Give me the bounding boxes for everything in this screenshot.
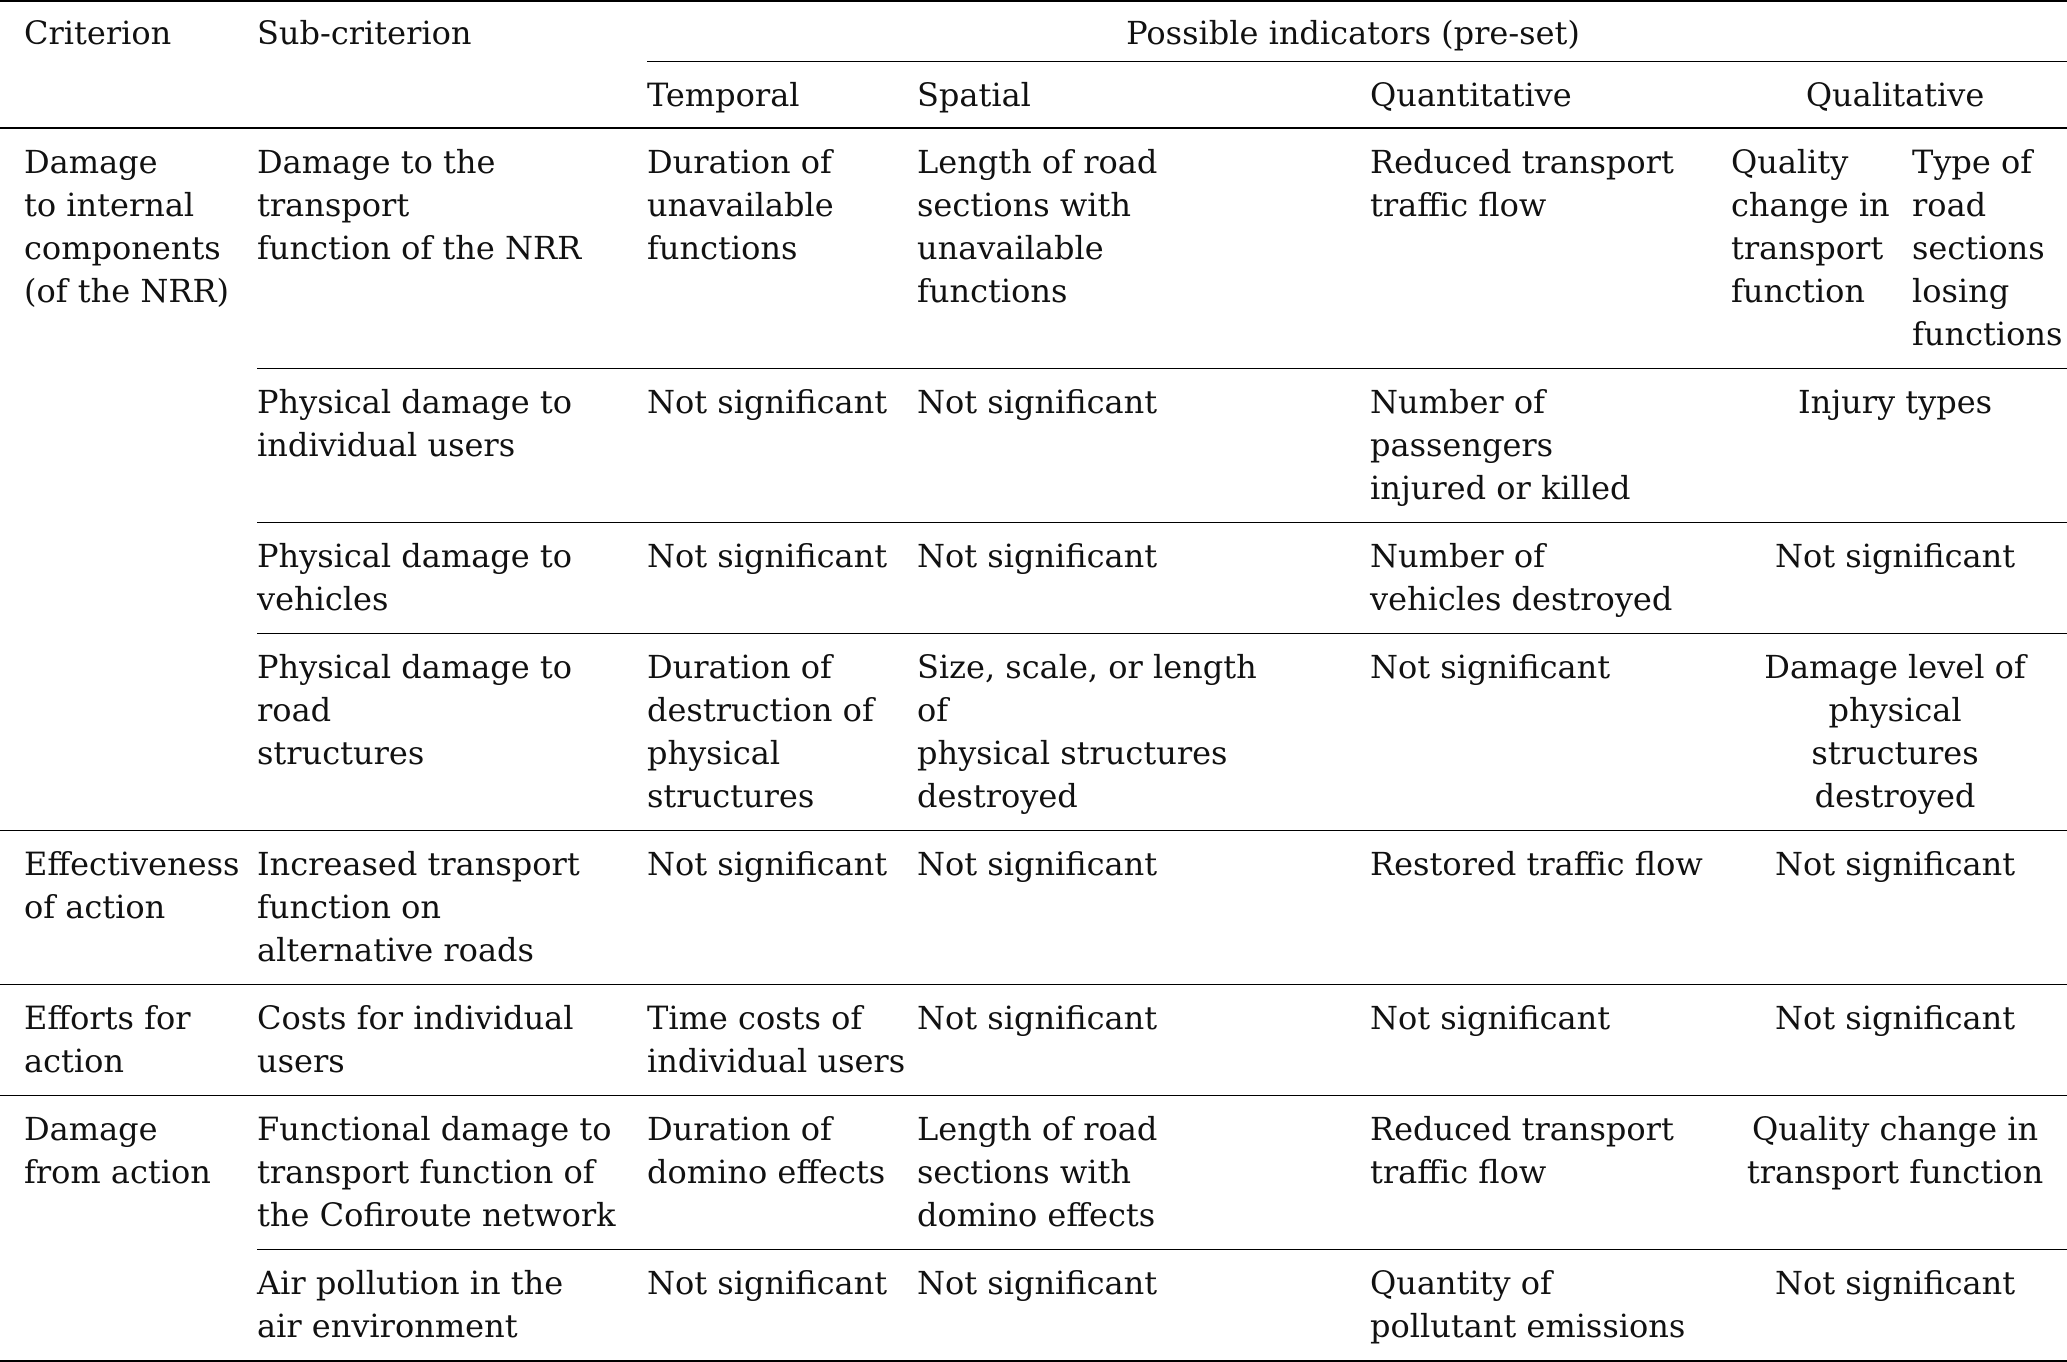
table-row [0, 128, 2067, 369]
temporal-cell: Duration of unavailable functions [647, 143, 834, 267]
qualitative-cell: Quality change in transport function [1731, 1096, 2067, 1250]
sub-criterion-cell: Functional damage to transport function of the Cofiroute network [257, 1096, 647, 1250]
temporal-cell: Time costs of individual users [647, 985, 917, 1096]
criterion-cell: Effectiveness of action [0, 831, 257, 985]
table-row [0, 369, 2067, 523]
table-row [0, 831, 2067, 985]
qualitative-cell-a: Quality change in transport function [1731, 143, 1890, 310]
quantitative-cell: Reduced transport traffic flow [1370, 1096, 1731, 1250]
spatial-cell: Not significant [917, 369, 1370, 523]
qualitative-cell: Not significant [1731, 831, 2067, 985]
qualitative-cell: Not significant [1731, 523, 2067, 634]
spatial-cell: Length of road sections with domino effects [917, 1096, 1370, 1250]
spatial-header: Spatial [917, 62, 1370, 129]
temporal-cell: Not significant [647, 831, 917, 985]
table-row [0, 634, 2067, 831]
temporal-header: Temporal [647, 62, 917, 129]
sub-criterion-header: Sub-criterion [257, 1, 647, 62]
qualitative-header: Qualitative [1731, 62, 2067, 129]
spatial-cell: Not significant [917, 985, 1370, 1096]
spatial-cell: Not significant [917, 523, 1370, 634]
quantitative-cell: Number of passengers injured or killed [1370, 369, 1731, 523]
temporal-cell: Not significant [647, 1250, 917, 1362]
qualitative-cell: Not significant [1731, 985, 2067, 1096]
temporal-cell: Not significant [647, 523, 917, 634]
table-row [0, 1096, 2067, 1250]
criterion-cell: Efforts for action [0, 985, 257, 1096]
spatial-cell: Length of road sections with unavailable functions [917, 143, 1158, 310]
criterion-header: Criterion [0, 1, 257, 62]
qualitative-cell: Damage level of physical structures destroyed [1731, 634, 2067, 831]
quantitative-cell: Not significant [1370, 985, 1731, 1096]
sub-criterion-cell: Increased transport function on alternative roads [257, 831, 647, 985]
sub-criterion-cell: Costs for individual users [257, 985, 647, 1096]
qualitative-cell: Not significant [1731, 1250, 2067, 1362]
sub-criterion-cell: Air pollution in the air environment [257, 1250, 647, 1362]
spatial-cell: Not significant [917, 831, 1370, 985]
table-row [0, 523, 2067, 634]
temporal-cell: Not significant [647, 369, 917, 523]
possible-indicators-header: Possible indicators (pre-set) [647, 1, 2067, 62]
quantitative-header: Quantitative [1370, 62, 1731, 129]
quantitative-cell: Number of vehicles destroyed [1370, 523, 1731, 634]
table-row [0, 1250, 2067, 1362]
sub-criterion-cell: Physical damage to vehicles [257, 523, 647, 634]
temporal-cell: Duration of destruction of physical structures [647, 634, 917, 831]
quantitative-cell: Quantity of pollutant emissions [1370, 1250, 1731, 1362]
criterion-cell: Damage to internal components (of the NRR) [24, 143, 230, 310]
criterion-cell: Damage from action [0, 1096, 257, 1362]
sub-criterion-cell: Damage to the transport function of the NRR [257, 143, 582, 267]
sub-criterion-cell: Physical damage to road structures [257, 634, 647, 831]
sub-criterion-cell: Physical damage to individual users [257, 369, 647, 523]
table-row [0, 985, 2067, 1096]
header-row-1 [0, 1, 2067, 62]
qualitative-cell: Injury types [1731, 369, 2067, 523]
quantitative-cell: Reduced transport traffic flow [1370, 143, 1674, 224]
header-row-2 [0, 62, 2067, 129]
spatial-cell: Size, scale, or length of physical structures destroyed [917, 634, 1370, 831]
qualitative-cell-b: Type of road sections losing functions [1912, 143, 2063, 353]
quantitative-cell: Not significant [1370, 634, 1731, 831]
spatial-cell: Not significant [917, 1250, 1370, 1362]
temporal-cell: Duration of domino effects [647, 1096, 917, 1250]
quantitative-cell: Restored traffic flow [1370, 831, 1731, 985]
